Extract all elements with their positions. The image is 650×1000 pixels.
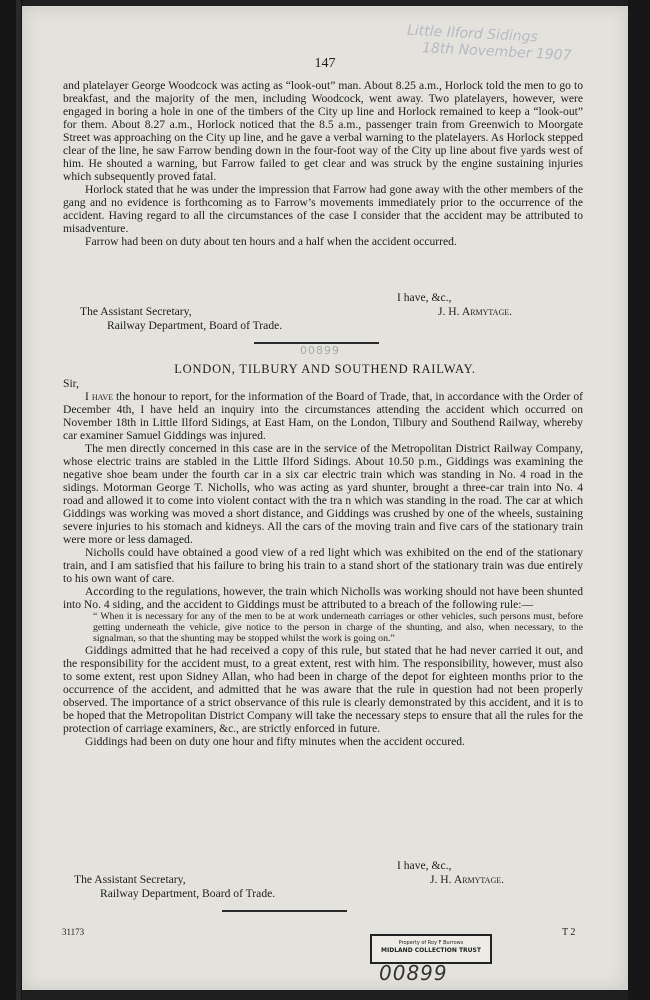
print-code: 31173 <box>62 927 85 937</box>
lower-report-body <box>63 377 583 748</box>
lower-paragraph: Nicholls could have obtained a good view of a red light which was exhibited on the end of the stationary train, and I am satisfied that his failure to bring his train to a stand short of the stationary train was due entirely to his own want of care. <box>63 546 583 585</box>
collection-stamp <box>370 934 492 964</box>
upper-signature: J. H. Armytage. <box>438 305 513 318</box>
upper-paragraph: Horlock stated that he was under the impression that Farrow had gone away with the other members of the gang and no evidence is forthcoming as to Farrow’s movements immediately prior to the occurrence of the accident. Having regard to all the circumstances of the case I consider that the accident may be attributed to misadventure. <box>63 183 583 235</box>
archive-number: 00899 <box>379 961 448 985</box>
page-right-edge <box>628 0 650 1000</box>
lower-paragraph: Giddings admitted that he had received a copy of this rule, but stated that he had never carried it out, and the responsibility for the accident must, to a great extent, rest with him. The responsibility, however, must also to some extent, rest upon Sidney Allan, who had been in charge of the depot for eighteen months prior to the occurrence of the accident, and admitted that he was aware that the rule in question had not been properly observed. The importance of a strict observance of this rule is clearly demonstrated by this accident, and it is to be hoped that the Metropolitan District Company will take the necessary steps to ensure that all the rules for the protection of carriage examiners, &c., are strictly enforced in future. <box>63 644 583 735</box>
lower-paragraph: The men directly concerned in this case are in the service of the Metropolitan District Railway Company, whose electric trains are stabled in the Little Ilford Sidings. About 10.50 p.m., Giddings was examining the negative shoe beam under the fourth car in a six car electric train which was standing in No. 4 road in the sidings. Motorman George T. Nicholls, who was acting as yard shunter, brought a three-car train into No. 4 road and allowed it to come into violent contact with the tra n which was standing in the road. The car at which Giddings was working was moved a short distance, and Giddings was crushed by one of the wheels, sustaining severe injuries to his stomach and kidneys. All the cars of the moving train and five cars of the stationary train were more or less damaged. <box>63 442 583 546</box>
collection-stamp-owner: Property of Roy F Burrows <box>398 940 464 946</box>
upper-paragraph: and platelayer George Woodcock was acting as “look-out” man. About 8.25 a.m., Horlock told the men to go to breakfast, and the majority of the men, including Woodcock, went away. Two platelayers, however, were engaged in boring a hole in one of the timbers of the City up line and Horlock remained to keep a “look-out” for them. About 8.27 a.m., Horlock noticed that the 8.5 a.m., passenger train from Greenwich to Moorgate Street was approaching on the City up line, and he gave a verbal warning to the platelayers. As Horlock stepped clear of the line, he saw Farrow bending down in the four-foot way of the City up line about five yards west of him. He shouted a warning, but Farrow failed to get clear and was struck by the engine sustaining injuries which subsequently proved fatal. <box>63 79 583 183</box>
lower-signature: J. H. Armytage. <box>430 873 505 886</box>
rule-quotation: “ When it is necessary for any of the men to be at work underneath carriages or other vehicles, such persons must, before getting underneath the vehicle, give notice to the person in charge of the shunting, and also, when necessary, to the signalman, so that the shunting may be stopped whilst the work is going on.” <box>93 611 583 644</box>
signature-mark: T 2 <box>562 927 576 938</box>
footer-divider <box>222 910 347 912</box>
pencil-note-line2: 18th November 1907 <box>421 40 572 64</box>
upper-report-body <box>63 79 583 248</box>
lower-paragraph: According to the regulations, however, the train which Nicholls was working should not have been shunted into No. 4 siding, and the accident to Giddings must be attributed to a breach of the following rule:— <box>63 585 583 611</box>
spine-edge <box>16 0 21 1000</box>
lower-addressee-line2: Railway Department, Board of Trade. <box>100 887 276 900</box>
faint-stamp-number: 00899 <box>300 344 340 357</box>
report-heading: LONDON, TILBURY AND SOUTHEND RAILWAY. <box>174 362 476 376</box>
lower-addressee-line1: The Assistant Secretary, <box>74 873 186 886</box>
upper-paragraph: Farrow had been on duty about ten hours and a half when the accident occurred. <box>85 235 457 248</box>
pencil-note-line1: Little Ilford Sidings <box>406 22 539 46</box>
lower-paragraph-intro <box>63 390 583 442</box>
salutation: Sir, <box>63 377 79 390</box>
intro-text: the honour to report, for the information of the Board of Trade, that, in accordance with the Order of December 4th, I have held an inquiry into the circumstances attending the accident which occurred on November 18th in Little Ilford Sidings, at East Ham, on the London, Tilbury and Southend Railway, whereby car examiner Samuel Giddings was injured. <box>63 390 583 442</box>
lower-closing: I have, &c., <box>397 859 452 872</box>
upper-addressee-line2: Railway Department, Board of Trade. <box>107 319 283 332</box>
document-page <box>22 6 628 990</box>
intro-lead-words: I have <box>85 390 114 403</box>
upper-closing: I have, &c., <box>397 291 452 304</box>
lower-paragraph: Giddings had been on duty one hour and fifty minutes when the accident occured. <box>85 735 465 748</box>
collection-stamp-trust: MIDLAND COLLECTION TRUST <box>381 947 481 954</box>
upper-addressee-line1: The Assistant Secretary, <box>80 305 192 318</box>
page-number: 147 <box>314 56 336 71</box>
